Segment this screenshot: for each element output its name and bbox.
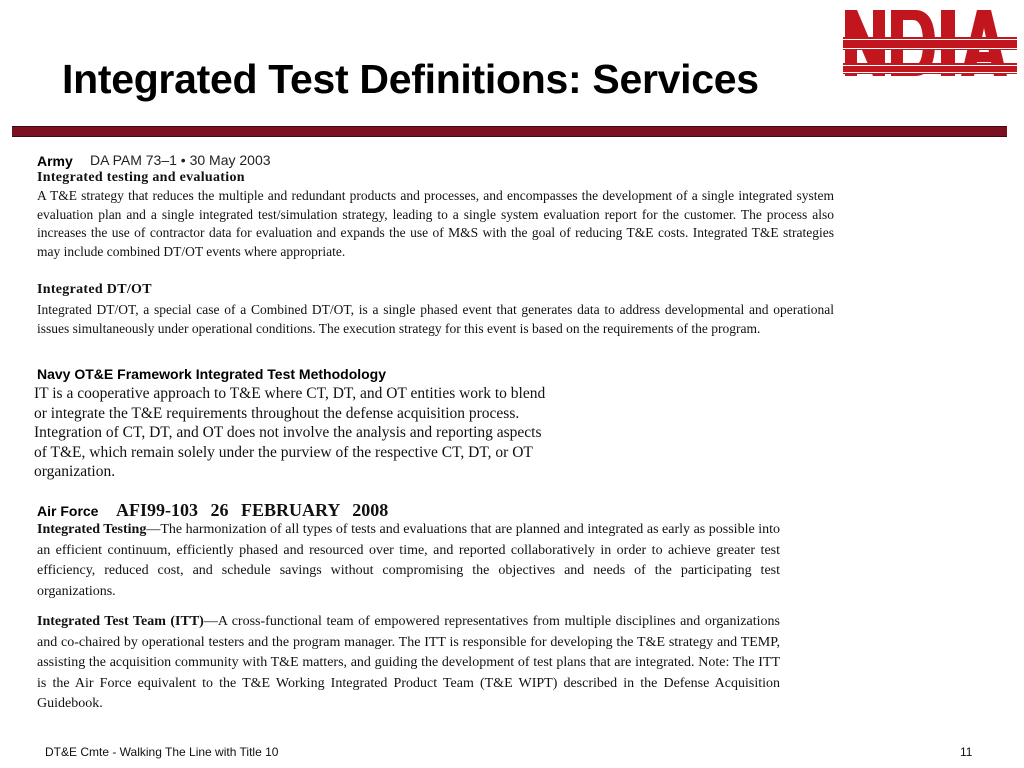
- army-definition-integrated-dt-ot: Integrated DT/OT, a special case of a Combined DT/OT, is a single phased event that generates data to address developmental and operational issues simultaneously under operational conditions. The execution strategy for this event is based on the requirements of the program.: [37, 302, 834, 336]
- air-force-definition-itt: [37, 612, 780, 715]
- air-force-text-itt: —A cross-functional team of empowered representatives from multiple disciplines and organizations and co-chaired by operational testers and the program manager. The ITT is responsible for developing the T&E strategy and TEMP, assisting the acquisition community with T&E matters, and guiding the development of test plans that are integrated. Note: The ITT is the Air Force equivalent to the T&E Working Integrated Product Team (T&E WIPT) described in the Defense Acquisition Guidebook.: [37, 614, 780, 712]
- navy-definition-line: or integrate the T&E requirements throughout the defense acquisition process.: [34, 404, 520, 422]
- page-number: 11: [960, 745, 973, 759]
- slide-title: Integrated Test Definitions: Services: [62, 56, 759, 102]
- navy-definition: [34, 384, 654, 482]
- air-force-term-integrated-testing: Integrated Testing: [37, 522, 147, 537]
- army-heading-integrated-dt-ot: Integrated DT/OT: [37, 282, 152, 297]
- air-force-term-itt: Integrated Test Team (ITT): [37, 614, 204, 629]
- navy-definition-line: IT is a cooperative approach to T&E where CT, DT, and OT entities work to blend: [34, 385, 546, 402]
- navy-definition-line: Integration of CT, DT, and OT does not involve the analysis and reporting aspects: [34, 424, 542, 442]
- footer-text: DT&E Cmte - Walking The Line with Title 10: [45, 745, 279, 759]
- army-label: Army: [37, 153, 73, 169]
- navy-definition-line: organization.: [34, 463, 116, 481]
- army-definition-integrated-testing: A T&E strategy that reduces the multiple and redundant products and processes, and encompasses the development of a single integrated system evaluation plan and a single integrated test/simulation strategy, leading to a single system evaluation report for the customer. The process also increases the use of contractor data for evaluation and expands the use of M&S with the goal of reducing T&E costs. Integrated T&E strategies may include combined DT/OT events where appropriate.: [37, 188, 834, 259]
- title-divider: [12, 126, 1007, 137]
- navy-label: Navy OT&E Framework Integrated Test Methodology: [37, 366, 387, 382]
- air-force-doc-reference: AFI99-103 26 FEBRUARY 2008: [116, 500, 389, 520]
- army-heading-integrated-testing: Integrated testing and evaluation: [37, 170, 245, 185]
- air-force-definition-integrated-testing: [37, 520, 780, 602]
- navy-definition-line: of T&E, which remain solely under the purview of the respective CT, DT, or OT: [34, 443, 533, 461]
- air-force-text-integrated-testing: —The harmonization of all types of tests and evaluations that are planned and integrated as early as possible into an efficient continuum, efficiently phased and resourced over time, and reported collaboratively in order to achieve greater test efficiency, reduced cost, and schedule savings without compromising the objectives and needs of the participating test organizations.: [37, 522, 780, 599]
- army-doc-reference: DA PAM 73–1 • 30 May 2003: [90, 152, 271, 168]
- air-force-label: Air Force: [37, 503, 99, 519]
- ndia-logo: [843, 10, 1017, 78]
